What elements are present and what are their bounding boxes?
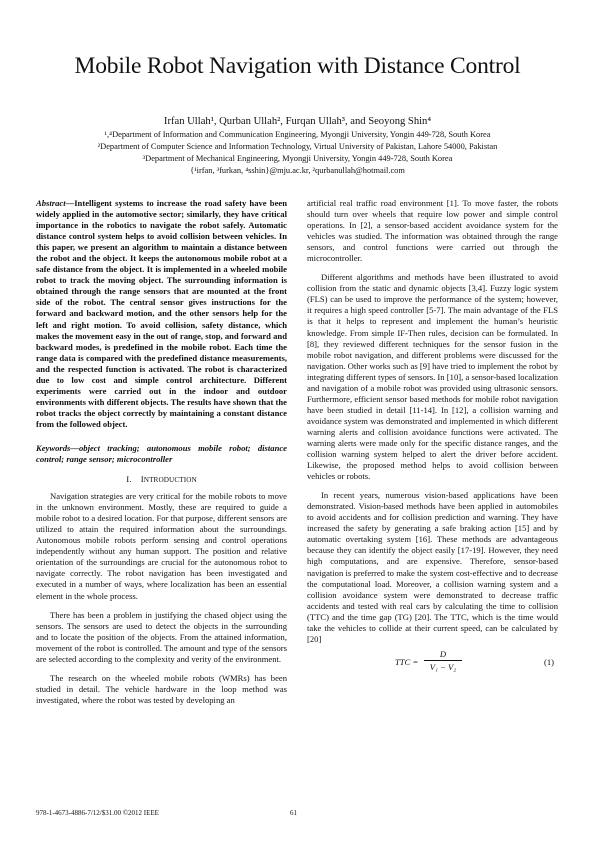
equation-ttc (307, 649, 558, 679)
body-paragraph: In recent years, numerous vision-based applications have been demonstrated. Vision-based methods have been applied in automobiles to avoid accidents and for collision prediction and warning. They have increased the safety by generating a safe braking action [15] and by automatic overtaking system [16]. These methods are advantageous because they can identify the object easily [17-19]. However, they need high computations, and are expensive. Therefore, sensor-based navigation is preferred to make the system cost-effective and to decrease the computational load. Moreover, a collision warning system and a collision avoidance system were demonstrated to decrease traffic accidents and tested with real cars by calculating the time to collision (TTC) and the time gap (TG) [20]. The TTC, which is the time would take the vehicles to collide at their current speed, can be calculated by [20] (307, 490, 558, 644)
section-number: I. (126, 474, 132, 485)
body-paragraph: There has been a problem in justifying the chased object using the sensors. The sensors are used to detect the objects in the surrounding and to locate the position of the objects. From the attained information, movement of the robot is controlled. The amount and type of the sensors are selected according to the complexity and verity of the environment. (36, 609, 287, 664)
affiliation-1: ¹,⁴Department of Information and Communication Engineering, Myongji University, Yongin 449-728, South Korea (104, 130, 491, 139)
author-emails: {¹irfan, ³furkan, ⁴sshin}@mju.ac.kr, ²qurbanullah@hotmail.com (190, 166, 405, 175)
section-title-initial: I (140, 474, 144, 485)
section-heading-introduction (36, 474, 287, 484)
equation-lhs: TTC = (395, 656, 419, 667)
left-column (36, 198, 287, 706)
body-paragraph: Navigation strategies are very critical for the mobile robots to move in the unknown environment. Mostly, these are required to guide a mobile robot to a desired location. For that purpose, different sensors are utilized to attain the required information about the surroundings. Autonomous mobile robots perform sensing and control operations independently without any human support. The position and relative orientation of the surroundings are crucial for the autonomous robot to navigate correctly. The robot navigation has been investigated and executed in a number of ways, where localization has been an essential element in the whole process. (36, 491, 287, 601)
body-paragraph: artificial real traffic road environment [1]. To move faster, the robots should turn over wheels that require low power and simple control operations. In [2], a sensor-based accident avoidance system for the vehicles was studied. The information was obtained through the range sensors, and control functions were carried out through the microcontroller. (307, 198, 558, 264)
affiliation-block (30, 129, 565, 177)
affiliation-3: ³Department of Mechanical Engineering, Myongji University, Yongin 449-728, South Korea (142, 154, 453, 163)
equation-denominator: V₁ − V₂ (429, 661, 457, 672)
page-number: 61 (290, 809, 297, 817)
body-paragraph: Different algorithms and methods have been illustrated to avoid collision from the static and dynamic objects [3,4]. Fuzzy logic system (FLS) can be used to improve the performance of the system; however, it requires a high speed controller [5-7]. The main advantage of the FLS is that it helps to represent and implement the human’s heuristic knowledge. From simple IF-Then rules, decision can be formulated. In [8], they reviewed different techniques for the sensor fusion in the mobile robot navigation, and different problems were discussed for the navigation. Other works such as [9] have tried to implement the robot by integrating different types of sensors. In [10], a sensor-based localization and navigation of a mobile robot was provided using ultrasonic sensors. Furthermore, efficient sensor based methods for mobile robot navigation have been studied in detail [11-14]. In [12], a collision warning and avoidance system was demonstrated and implemented in which different warning alerts and collision avoidance functions were activated. The warning alerts were made only for the specific distance ranges, and the collision warning system helped to alert the driver before accident. Likewise, the proposed method helps to avoid collision between vehicles or robots. (307, 272, 558, 482)
keywords: Keywords—object tracking; autonomous mobile robot; distance control; range sensor; microcontroller (36, 442, 287, 465)
section-title-rest: NTRODUCTION (143, 476, 197, 485)
body-paragraph: The research on the wheeled mobile robots (WMRs) has been studied in detail. The vehicle hardware in the loop method was investigated, where the robot was tested by developing an (36, 672, 287, 705)
footer-isbn: 978-1-4673-4886-7/12/$31.00 ©2012 IEEE (36, 809, 159, 817)
equation-numerator: D (424, 649, 462, 661)
paper-title: Mobile Robot Navigation with Distance Control (74, 53, 521, 79)
right-column (307, 198, 558, 679)
abstract (36, 198, 287, 430)
abstract-lead: Abstract— (36, 198, 75, 208)
author-list: Irfan Ullah¹, Qurban Ullah², Furqan Ullah³, and Seoyong Shin⁴ (163, 116, 432, 127)
abstract-text: Intelligent systems to increase the road safety have been widely applied in the automotive sector; similarly, they have critical importance in the robotics to navigate the robot safely. Automatic distance control system helps to avoid collision between vehicles. In this paper, we present an algorithm to maintain a distance between the robot and the object. It keeps the autonomous mobile robot at a safe distance from the object. It is implemented in a wheeled mobile robot to track the moving object. The surrounding information is obtained through the range sensors that are mounted at the front side of the robot. The central sensor gives instructions for the forward and backward motion, and the other sensors help for the left and right motion. To avoid collision, safety distance, which makes the movement easy in the out of range, stop, and forward and backward modes, is predefined in the mobile robot. Each time the range data is compared with the predefined distance measurements, and the respected function is activated. The robot is characterized due to low cost and simple control architecture. Different experiments were carried out in the indoor and outdoor environments with different objects. The results have shown that the robot tracks the object correctly by maintaining a constant distance from the followed object. (36, 198, 287, 429)
equation-number: (1) (543, 656, 554, 667)
equation-fraction (424, 649, 462, 672)
affiliation-2: ²Department of Computer Science and Information Technology, Virtual University of Pakistan, Lahore 54000, Pakistan (97, 142, 498, 151)
